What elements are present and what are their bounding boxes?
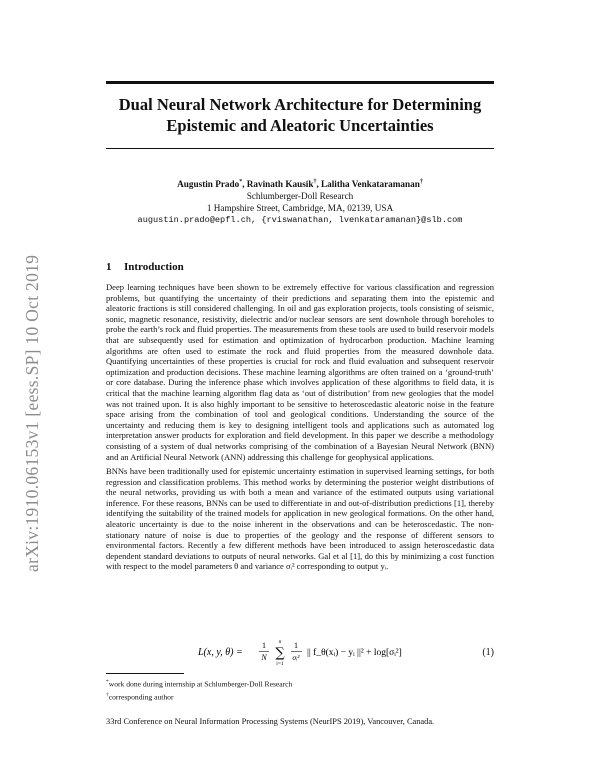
author-mark: †	[419, 179, 423, 185]
author-mark: †	[313, 179, 317, 185]
equation	[106, 638, 494, 666]
title-rule-top	[106, 81, 494, 84]
paper-title	[100, 94, 500, 136]
eq-sum-top: n	[278, 639, 282, 645]
section-heading	[106, 261, 184, 273]
eq-frac-num: 1	[262, 641, 266, 650]
eq-frac-den: N	[261, 653, 267, 662]
author-block	[100, 176, 500, 226]
eq-frac2-num: 1	[294, 641, 298, 650]
footnote	[106, 690, 292, 703]
footnote-text: corresponding author	[108, 692, 174, 702]
eq-term: || f_θ(xᵢ) − yᵢ ||² + log[σᵢ²]	[307, 648, 402, 658]
footnote	[106, 677, 292, 690]
author-name: Lalitha Venkataramanan	[321, 179, 420, 190]
emails: augustin.prado@epfl.ch, {rviswanathan, lvenkataramanan}@slb.com	[137, 215, 463, 226]
footnote-rule	[106, 673, 184, 674]
title-line-1: Dual Neural Network Architecture for Determining	[118, 95, 482, 114]
footnote-mark: †	[106, 691, 109, 698]
title-line-2: Epistemic and Aleatoric Uncertainties	[166, 116, 434, 135]
eq-lhs: L(x, y, θ) =	[198, 647, 243, 658]
address: 1 Hampshire Street, Cambridge, MA, 02139, USA	[206, 203, 394, 214]
author-name: Ravinath Kausik	[246, 179, 314, 190]
title-rule-bottom	[106, 148, 494, 149]
eq-sum-bottom: i=1	[276, 661, 284, 666]
author-name: Augustin Prado	[177, 179, 240, 190]
paragraph: Deep learning techniques have been shown to be extremely effective for various classification and regression problems, but quantifying the uncertainty of their predictions and separating them into the epistemic and aleatoric fractions is still considered challenging. In oil and gas exploration projects, tools consisting of seismic, sonic, magnetic resonance, resistivity, dielectric and/or nuclear sensors are sent downhole through boreholes to probe the earth’s rock and fluid properties. The measurements from these tools are used to build reservoir models that are subsequently used for estimation and optimization of hydrocarbon production. Machine learning algorithms are often used to estimate the rock and fluid properties from the measured downhole data. Quantifying uncertainties of these properties is crucial for rock and fluid evaluation and subsequent reservoir optimization and production decisions. These machine learning algorithms are often trained on a ‘ground-truth’ or core database. During the inference phase which involves application of these algorithms to field data, it is critical that the machine learning algorithm flag data as ‘out of distribution’ from new geologies that the model was not trained upon. It is also highly important to be sensitive to heteroscedastic aleatoric noise in the feature space arising from the combination of tool and geological conditions. Understanding the source of the uncertainty and reducing them is key to designing intelligent tools and applications such as automated log interpretation answer products for exploration and field development. In this paper we describe a methodology consisting of a system of dual networks comprising of the combination of a Bayesian Neural Network (BNN) and an Artificial Neural Network (ANN) addressing this challenge for geophysical applications.	[106, 282, 494, 462]
footnote-mark: *	[106, 679, 109, 685]
eq-sum-sign: ∑	[275, 646, 285, 661]
arxiv-identifier: arXiv:1910.06153v1 [eess.SP] 10 Oct 2019	[22, 254, 42, 572]
footnote-text: work done during internship at Schlumberger-Doll Research	[108, 679, 293, 689]
section-title: Introduction	[124, 261, 184, 273]
eq-frac2-den: σᵢ²	[292, 653, 300, 662]
author-names: Augustin Prado*, Ravinath Kausik†, Lalitha Venkataramanan†	[177, 179, 423, 190]
footnotes	[106, 677, 292, 702]
venue-line: 33rd Conference on Neural Information Processing Systems (NeurIPS 2019), Vancouver, Canada.	[106, 717, 435, 726]
equation-number: (1)	[482, 647, 494, 658]
affiliation: Schlumberger-Doll Research	[246, 191, 354, 202]
section-number: 1	[106, 261, 112, 273]
author-mark: *	[239, 179, 243, 185]
paragraph: BNNs have been traditionally used for epistemic uncertainty estimation in supervised learning settings, for both regression and classification problems. This method works by determining the posterior weight distributions of the neural networks, providing us with both a mean and variance of the estimated outputs using variational inference. For these reasons, BNNs can be used to differentiate in and out-of-distribution predictions [1], thereby identifying the suitability of the trained models for application in new geological formations. On the other hand, aleatoric uncertainty is due to the noise inherent in the observations and can be heteroscedastic. The non-stationary nature of noise is due to properties of the geology and the response of different sensors to environmental factors. Recently a few different methods have been introduced to assign heteroscedastic data dependent standard deviations to outputs of neural networks. Gal et al [1], do this by minimizing a cost function with respect to the model parameters θ and variance σᵢ² corresponding to output yᵢ.	[106, 466, 494, 572]
equation-body	[198, 638, 428, 666]
